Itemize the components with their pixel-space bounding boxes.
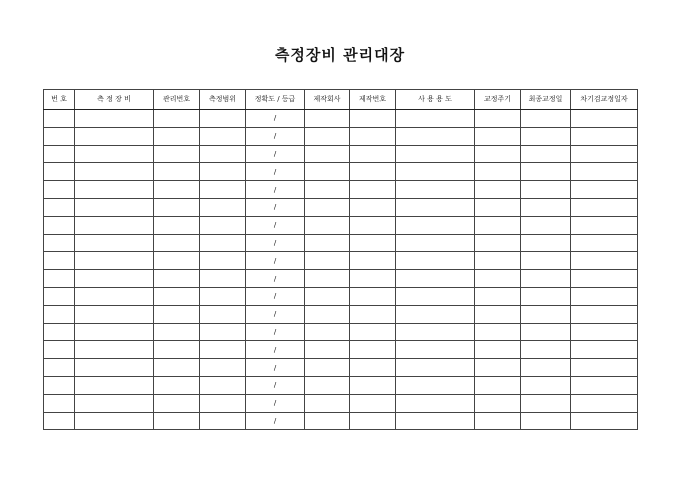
cell-measurement-range[interactable] (200, 252, 246, 270)
table-row (44, 287, 638, 305)
cell-measurement-range[interactable] (200, 198, 246, 216)
cell-management-number[interactable] (154, 341, 200, 359)
cell-last-calibration-date[interactable] (521, 234, 571, 252)
cell-last-calibration-date[interactable] (521, 376, 571, 394)
cell-accuracy-grade[interactable]: / (246, 287, 305, 305)
cell-management-number[interactable] (154, 181, 200, 199)
cell-number[interactable] (44, 145, 75, 163)
cell-equipment[interactable] (75, 323, 154, 341)
cell-calibration-cycle[interactable] (475, 198, 521, 216)
cell-number[interactable] (44, 394, 75, 412)
cell-calibration-cycle[interactable] (475, 181, 521, 199)
header-last-calibration-date: 최종교정일 (521, 90, 571, 110)
header-equipment: 측 정 장 비 (75, 90, 154, 110)
cell-serial-number[interactable] (350, 216, 396, 234)
cell-equipment[interactable] (75, 359, 154, 377)
cell-last-calibration-date[interactable] (521, 270, 571, 288)
cell-usage[interactable] (396, 305, 475, 323)
table-row (44, 394, 638, 412)
cell-last-calibration-date[interactable] (521, 305, 571, 323)
cell-calibration-cycle[interactable] (475, 270, 521, 288)
cell-usage[interactable] (396, 359, 475, 377)
cell-accuracy-grade[interactable]: / (246, 252, 305, 270)
cell-accuracy-grade[interactable]: / (246, 234, 305, 252)
cell-accuracy-grade[interactable]: / (246, 270, 305, 288)
cell-calibration-cycle[interactable] (475, 305, 521, 323)
cell-accuracy-grade[interactable]: / (246, 323, 305, 341)
cell-next-calibration-date[interactable] (571, 198, 638, 216)
cell-manufacturer[interactable] (305, 305, 350, 323)
cell-last-calibration-date[interactable] (521, 216, 571, 234)
page-title: 측정장비 관리대장 (274, 46, 406, 64)
cell-manufacturer[interactable] (305, 163, 350, 181)
cell-serial-number[interactable] (350, 181, 396, 199)
cell-management-number[interactable] (154, 394, 200, 412)
cell-number[interactable] (44, 216, 75, 234)
header-usage: 사 용 용 도 (396, 90, 475, 110)
cell-management-number[interactable] (154, 145, 200, 163)
cell-number[interactable] (44, 127, 75, 145)
cell-equipment[interactable] (75, 110, 154, 128)
cell-equipment[interactable] (75, 394, 154, 412)
table-row (44, 198, 638, 216)
table-row (44, 145, 638, 163)
cell-usage[interactable] (396, 252, 475, 270)
table-row (44, 376, 638, 394)
cell-accuracy-grade[interactable]: / (246, 216, 305, 234)
cell-measurement-range[interactable] (200, 376, 246, 394)
cell-manufacturer[interactable] (305, 376, 350, 394)
table-header-row (44, 90, 638, 110)
cell-number[interactable] (44, 252, 75, 270)
cell-number[interactable] (44, 270, 75, 288)
cell-last-calibration-date[interactable] (521, 198, 571, 216)
cell-next-calibration-date[interactable] (571, 163, 638, 181)
cell-manufacturer[interactable] (305, 252, 350, 270)
cell-measurement-range[interactable] (200, 234, 246, 252)
cell-equipment[interactable] (75, 412, 154, 430)
table-row (44, 341, 638, 359)
cell-accuracy-grade[interactable]: / (246, 359, 305, 377)
cell-management-number[interactable] (154, 270, 200, 288)
table-row (44, 412, 638, 430)
cell-accuracy-grade[interactable]: / (246, 110, 305, 128)
cell-management-number[interactable] (154, 376, 200, 394)
cell-manufacturer[interactable] (305, 341, 350, 359)
cell-serial-number[interactable] (350, 376, 396, 394)
cell-last-calibration-date[interactable] (521, 359, 571, 377)
cell-calibration-cycle[interactable] (475, 145, 521, 163)
cell-calibration-cycle[interactable] (475, 163, 521, 181)
cell-calibration-cycle[interactable] (475, 323, 521, 341)
cell-measurement-range[interactable] (200, 323, 246, 341)
header-management-number: 관리번호 (154, 90, 200, 110)
table-row (44, 163, 638, 181)
cell-calibration-cycle[interactable] (475, 341, 521, 359)
cell-serial-number[interactable] (350, 270, 396, 288)
cell-calibration-cycle[interactable] (475, 287, 521, 305)
cell-serial-number[interactable] (350, 145, 396, 163)
cell-next-calibration-date[interactable] (571, 145, 638, 163)
cell-accuracy-grade[interactable]: / (246, 198, 305, 216)
cell-number[interactable] (44, 305, 75, 323)
header-calibration-cycle: 교정주기 (475, 90, 521, 110)
cell-measurement-range[interactable] (200, 412, 246, 430)
cell-manufacturer[interactable] (305, 412, 350, 430)
cell-calibration-cycle[interactable] (475, 376, 521, 394)
cell-last-calibration-date[interactable] (521, 323, 571, 341)
cell-next-calibration-date[interactable] (571, 359, 638, 377)
cell-calibration-cycle[interactable] (475, 110, 521, 128)
cell-last-calibration-date[interactable] (521, 181, 571, 199)
cell-calibration-cycle[interactable] (475, 234, 521, 252)
cell-management-number[interactable] (154, 359, 200, 377)
cell-serial-number[interactable] (350, 287, 396, 305)
cell-manufacturer[interactable] (305, 127, 350, 145)
cell-number[interactable] (44, 198, 75, 216)
cell-manufacturer[interactable] (305, 234, 350, 252)
cell-management-number[interactable] (154, 412, 200, 430)
cell-number[interactable] (44, 376, 75, 394)
cell-equipment[interactable] (75, 252, 154, 270)
cell-serial-number[interactable] (350, 341, 396, 359)
cell-accuracy-grade[interactable]: / (246, 145, 305, 163)
cell-manufacturer[interactable] (305, 270, 350, 288)
cell-serial-number[interactable] (350, 198, 396, 216)
cell-number[interactable] (44, 181, 75, 199)
cell-usage[interactable] (396, 412, 475, 430)
cell-management-number[interactable] (154, 234, 200, 252)
cell-number[interactable] (44, 163, 75, 181)
cell-manufacturer[interactable] (305, 198, 350, 216)
cell-next-calibration-date[interactable] (571, 127, 638, 145)
cell-measurement-range[interactable] (200, 181, 246, 199)
cell-calibration-cycle[interactable] (475, 359, 521, 377)
cell-management-number[interactable] (154, 163, 200, 181)
cell-measurement-range[interactable] (200, 216, 246, 234)
cell-measurement-range[interactable] (200, 127, 246, 145)
cell-last-calibration-date[interactable] (521, 412, 571, 430)
cell-manufacturer[interactable] (305, 145, 350, 163)
cell-usage[interactable] (396, 216, 475, 234)
cell-serial-number[interactable] (350, 359, 396, 377)
cell-equipment[interactable] (75, 145, 154, 163)
cell-next-calibration-date[interactable] (571, 216, 638, 234)
cell-last-calibration-date[interactable] (521, 287, 571, 305)
cell-next-calibration-date[interactable] (571, 287, 638, 305)
table-row (44, 270, 638, 288)
cell-accuracy-grade[interactable]: / (246, 412, 305, 430)
cell-equipment[interactable] (75, 198, 154, 216)
cell-usage[interactable] (396, 110, 475, 128)
cell-next-calibration-date[interactable] (571, 341, 638, 359)
cell-next-calibration-date[interactable] (571, 305, 638, 323)
header-serial-number: 제작번호 (350, 90, 396, 110)
cell-equipment[interactable] (75, 376, 154, 394)
header-accuracy-grade: 정확도 / 등급 (246, 90, 305, 110)
cell-serial-number[interactable] (350, 305, 396, 323)
cell-next-calibration-date[interactable] (571, 181, 638, 199)
cell-equipment[interactable] (75, 127, 154, 145)
cell-serial-number[interactable] (350, 110, 396, 128)
cell-management-number[interactable] (154, 305, 200, 323)
cell-usage[interactable] (396, 127, 475, 145)
table-row (44, 127, 638, 145)
header-measurement-range: 측정범위 (200, 90, 246, 110)
header-manufacturer: 제작회사 (305, 90, 350, 110)
cell-measurement-range[interactable] (200, 110, 246, 128)
cell-serial-number[interactable] (350, 412, 396, 430)
cell-management-number[interactable] (154, 110, 200, 128)
cell-next-calibration-date[interactable] (571, 323, 638, 341)
table-row (44, 252, 638, 270)
table-row (44, 359, 638, 377)
cell-number[interactable] (44, 287, 75, 305)
cell-number[interactable] (44, 323, 75, 341)
cell-number[interactable] (44, 412, 75, 430)
cell-equipment[interactable] (75, 163, 154, 181)
cell-usage[interactable] (396, 287, 475, 305)
cell-measurement-range[interactable] (200, 270, 246, 288)
cell-serial-number[interactable] (350, 127, 396, 145)
cell-next-calibration-date[interactable] (571, 376, 638, 394)
cell-accuracy-grade[interactable]: / (246, 341, 305, 359)
cell-last-calibration-date[interactable] (521, 163, 571, 181)
cell-equipment[interactable] (75, 287, 154, 305)
header-number: 번 호 (44, 90, 75, 110)
cell-number[interactable] (44, 110, 75, 128)
equipment-ledger-table (43, 89, 638, 430)
cell-calibration-cycle[interactable] (475, 216, 521, 234)
cell-manufacturer[interactable] (305, 110, 350, 128)
cell-measurement-range[interactable] (200, 145, 246, 163)
cell-management-number[interactable] (154, 127, 200, 145)
table-row (44, 110, 638, 128)
cell-number[interactable] (44, 341, 75, 359)
cell-last-calibration-date[interactable] (521, 252, 571, 270)
cell-number[interactable] (44, 234, 75, 252)
cell-accuracy-grade[interactable]: / (246, 376, 305, 394)
cell-calibration-cycle[interactable] (475, 252, 521, 270)
cell-last-calibration-date[interactable] (521, 145, 571, 163)
cell-accuracy-grade[interactable]: / (246, 305, 305, 323)
table-row (44, 305, 638, 323)
cell-accuracy-grade[interactable]: / (246, 394, 305, 412)
cell-usage[interactable] (396, 394, 475, 412)
cell-manufacturer[interactable] (305, 216, 350, 234)
cell-serial-number[interactable] (350, 163, 396, 181)
cell-usage[interactable] (396, 181, 475, 199)
cell-manufacturer[interactable] (305, 287, 350, 305)
cell-usage[interactable] (396, 198, 475, 216)
cell-next-calibration-date[interactable] (571, 110, 638, 128)
cell-measurement-range[interactable] (200, 305, 246, 323)
cell-accuracy-grade[interactable]: / (246, 163, 305, 181)
cell-manufacturer[interactable] (305, 359, 350, 377)
cell-equipment[interactable] (75, 181, 154, 199)
cell-manufacturer[interactable] (305, 394, 350, 412)
cell-usage[interactable] (396, 234, 475, 252)
cell-number[interactable] (44, 359, 75, 377)
cell-last-calibration-date[interactable] (521, 341, 571, 359)
cell-calibration-cycle[interactable] (475, 127, 521, 145)
cell-measurement-range[interactable] (200, 163, 246, 181)
cell-management-number[interactable] (154, 287, 200, 305)
cell-management-number[interactable] (154, 216, 200, 234)
cell-next-calibration-date[interactable] (571, 270, 638, 288)
cell-last-calibration-date[interactable] (521, 127, 571, 145)
cell-usage[interactable] (396, 145, 475, 163)
cell-equipment[interactable] (75, 270, 154, 288)
cell-next-calibration-date[interactable] (571, 234, 638, 252)
table-row (44, 181, 638, 199)
cell-manufacturer[interactable] (305, 323, 350, 341)
cell-accuracy-grade[interactable]: / (246, 127, 305, 145)
cell-usage[interactable] (396, 323, 475, 341)
cell-next-calibration-date[interactable] (571, 412, 638, 430)
cell-manufacturer[interactable] (305, 181, 350, 199)
cell-serial-number[interactable] (350, 252, 396, 270)
cell-usage[interactable] (396, 341, 475, 359)
table-row (44, 323, 638, 341)
cell-serial-number[interactable] (350, 394, 396, 412)
cell-last-calibration-date[interactable] (521, 394, 571, 412)
cell-measurement-range[interactable] (200, 394, 246, 412)
cell-usage[interactable] (396, 270, 475, 288)
cell-serial-number[interactable] (350, 234, 396, 252)
cell-calibration-cycle[interactable] (475, 394, 521, 412)
cell-measurement-range[interactable] (200, 287, 246, 305)
cell-management-number[interactable] (154, 198, 200, 216)
cell-last-calibration-date[interactable] (521, 110, 571, 128)
cell-next-calibration-date[interactable] (571, 394, 638, 412)
table-row (44, 216, 638, 234)
cell-serial-number[interactable] (350, 323, 396, 341)
cell-calibration-cycle[interactable] (475, 412, 521, 430)
cell-equipment[interactable] (75, 234, 154, 252)
cell-measurement-range[interactable] (200, 359, 246, 377)
cell-measurement-range[interactable] (200, 341, 246, 359)
cell-equipment[interactable] (75, 305, 154, 323)
table-row (44, 234, 638, 252)
header-next-calibration-date: 차기검교정일자 (571, 90, 638, 110)
cell-usage[interactable] (396, 376, 475, 394)
cell-management-number[interactable] (154, 252, 200, 270)
cell-next-calibration-date[interactable] (571, 252, 638, 270)
cell-usage[interactable] (396, 163, 475, 181)
cell-management-number[interactable] (154, 323, 200, 341)
cell-equipment[interactable] (75, 341, 154, 359)
cell-equipment[interactable] (75, 216, 154, 234)
cell-accuracy-grade[interactable]: / (246, 181, 305, 199)
